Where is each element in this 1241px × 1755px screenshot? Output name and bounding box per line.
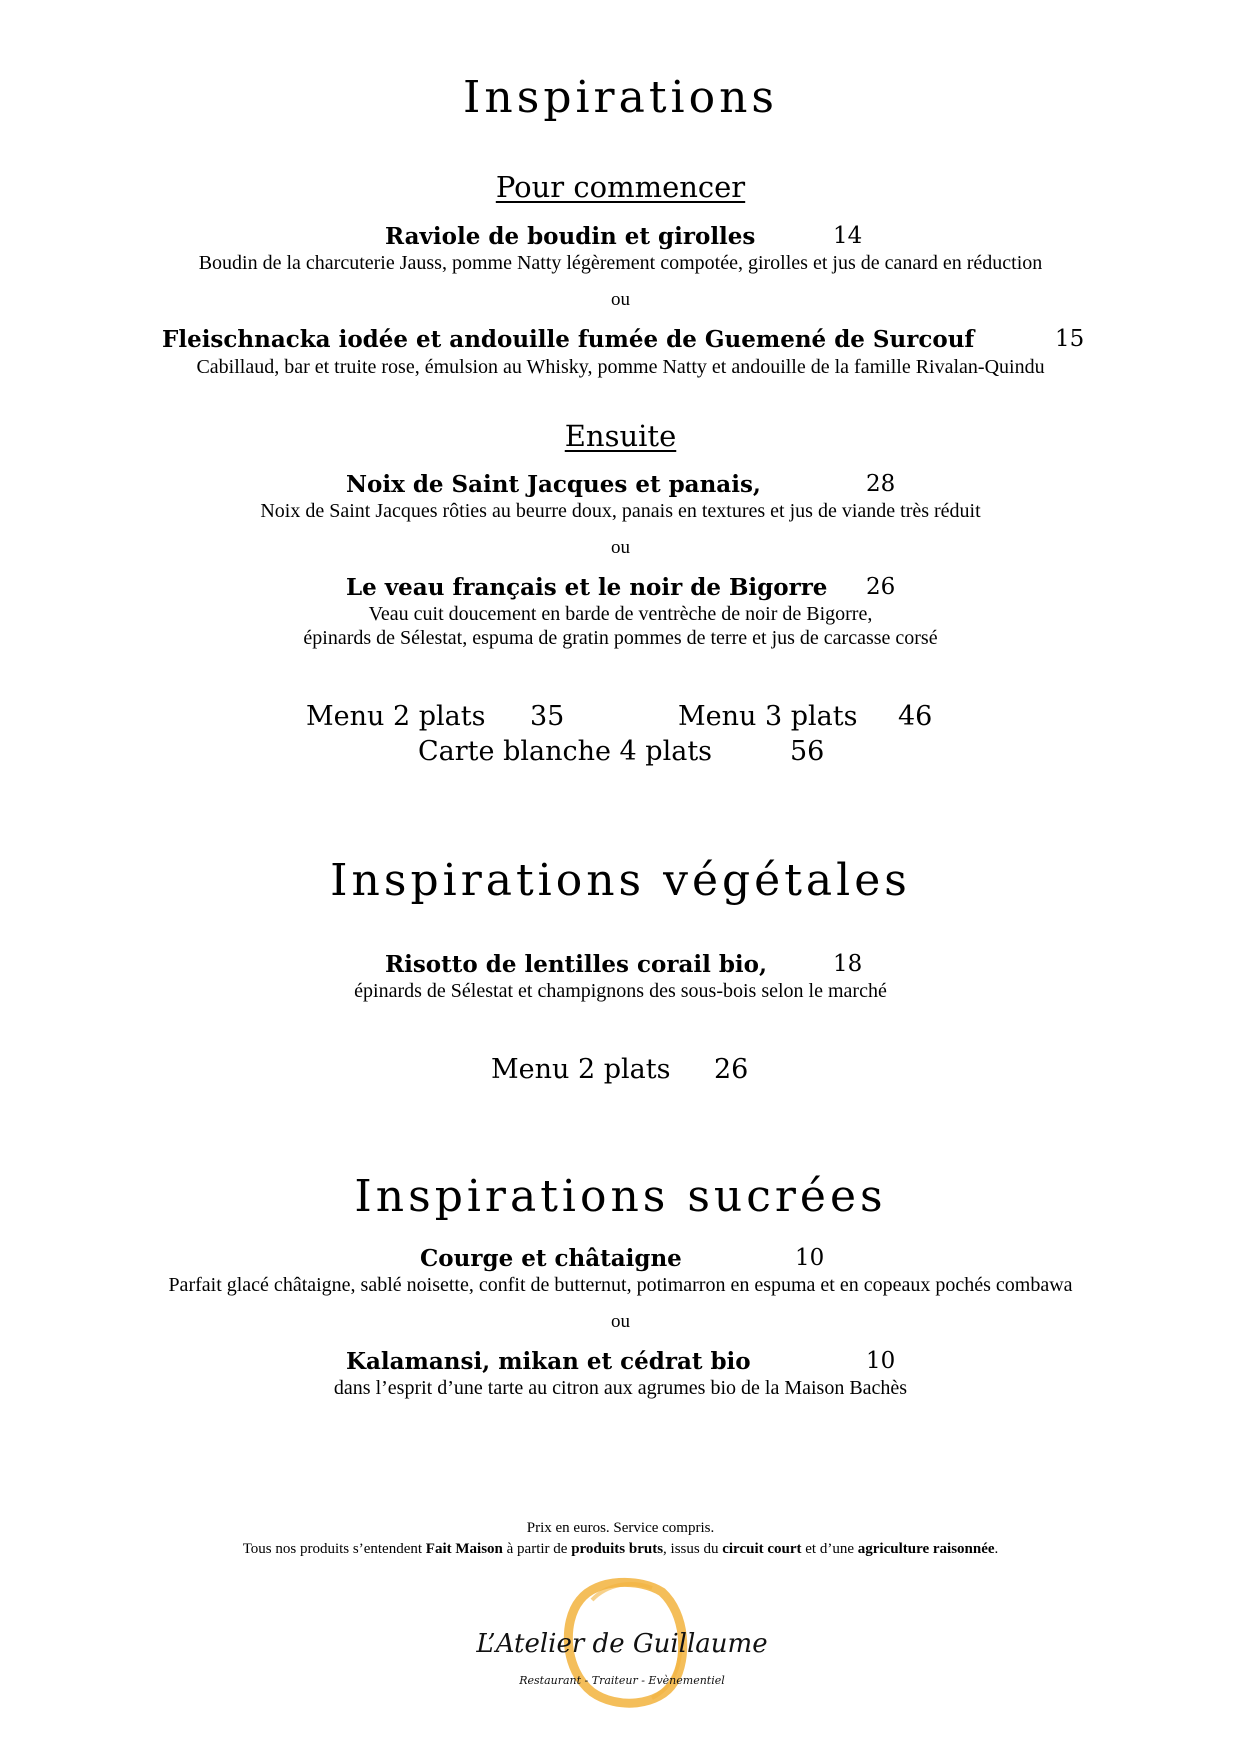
dish-description: épinards de Sélestat et champignons des sous-bois selon le marché xyxy=(354,980,887,1002)
dish-name: Noix de Saint Jacques et panais, xyxy=(346,471,761,498)
dish-price: 10 xyxy=(795,1245,825,1271)
section-title-vegetal: Inspirations végétales xyxy=(330,855,911,906)
page-title: Inspirations xyxy=(463,72,778,123)
dish-name: Kalamansi, mikan et cédrat bio xyxy=(346,1348,751,1375)
section-heading-mains: Ensuite xyxy=(564,419,677,453)
menu-label: Menu 2 plats xyxy=(491,1054,671,1085)
menu-price: 26 xyxy=(714,1054,749,1085)
dish-description: Parfait glacé châtaigne, sablé noisette, confit de butternut, potimarron en espuma et en copeaux pochés combawa xyxy=(168,1274,1073,1296)
section-title-desserts: Inspirations sucrées xyxy=(354,1171,887,1222)
separator-ou: ou xyxy=(611,289,630,310)
dish-price: 18 xyxy=(833,951,863,977)
separator-ou: ou xyxy=(611,1311,630,1332)
dish-description: Veau cuit doucement en barde de ventrèche de noir de Bigorre, xyxy=(368,603,873,625)
menu-price: 56 xyxy=(790,736,825,767)
dish-price: 15 xyxy=(1055,326,1085,352)
dish-description: Noix de Saint Jacques rôties au beurre doux, panais en textures et jus de viande très réduit xyxy=(260,500,981,522)
menu-price: 35 xyxy=(530,701,565,732)
dish-description: dans l’esprit d’une tarte au citron aux agrumes bio de la Maison Bachès xyxy=(333,1377,908,1399)
menu-label: Menu 2 plats xyxy=(306,701,486,732)
menu-price: 46 xyxy=(898,701,933,732)
separator-ou: ou xyxy=(611,537,630,558)
dish-description: Boudin de la charcuterie Jauss, pomme Natty légèrement compotée, girolles et jus de canard en réduction xyxy=(198,252,1043,274)
footer-fait-maison-note: Tous nos produits s’entendent Fait Maison à partir de produits bruts, issus du circuit court et d’une agriculture raisonnée. xyxy=(242,1541,999,1557)
dish-price: 28 xyxy=(866,471,896,497)
dish-name: Fleischnacka iodée et andouille fumée de Guemené de Surcouf xyxy=(162,326,975,353)
footer-prices-note: Prix en euros. Service compris. xyxy=(526,1520,715,1536)
logo-tagline: Restaurant - Traiteur - Evènementiel xyxy=(519,1674,725,1687)
dish-price: 26 xyxy=(866,574,896,600)
dish-name: Raviole de boudin et girolles xyxy=(385,223,756,250)
section-heading-starters: Pour commencer xyxy=(495,170,746,204)
logo-name: L’Atelier de Guillaume xyxy=(476,1629,768,1659)
dish-price: 10 xyxy=(866,1348,896,1374)
dish-name: Le veau français et le noir de Bigorre xyxy=(346,574,828,601)
dish-description: épinards de Sélestat, espuma de gratin pommes de terre et jus de carcasse corsé xyxy=(303,627,938,649)
menu-label: Carte blanche 4 plats xyxy=(418,736,713,767)
dish-description: Cabillaud, bar et truite rose, émulsion au Whisky, pomme Natty et andouille de la famille Rivalan-Quindu xyxy=(196,356,1045,378)
dish-name: Risotto de lentilles corail bio, xyxy=(385,951,767,978)
dish-name: Courge et châtaigne xyxy=(420,1245,682,1272)
menu-label: Menu 3 plats xyxy=(678,701,858,732)
restaurant-logo xyxy=(476,1570,768,1720)
dish-price: 14 xyxy=(833,223,863,249)
